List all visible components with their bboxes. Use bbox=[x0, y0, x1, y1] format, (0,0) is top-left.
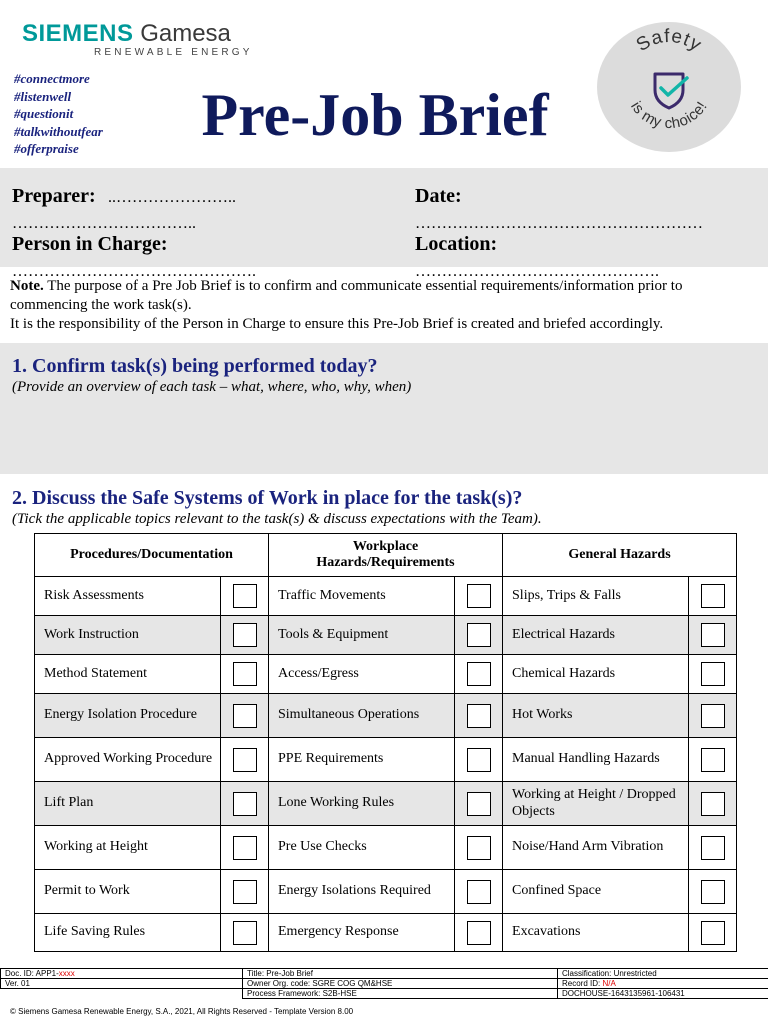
person-in-charge-field[interactable]: ………………………………………. bbox=[12, 264, 256, 280]
checklist-item: Method Statement bbox=[35, 655, 221, 694]
checkbox[interactable] bbox=[467, 792, 491, 816]
date-label: Date: bbox=[415, 185, 462, 207]
checkbox[interactable] bbox=[467, 880, 491, 904]
column-header-procedures: Procedures/Documentation bbox=[35, 534, 269, 577]
doc-framework: Process Framework: S2B-HSE bbox=[243, 989, 558, 999]
checkbox[interactable] bbox=[233, 748, 257, 772]
person-in-charge-label: Person in Charge: bbox=[12, 233, 168, 255]
logo-wordmark: SIEMENS Gamesa bbox=[22, 20, 231, 47]
hashtag: #offerpraise bbox=[14, 141, 79, 156]
checkbox[interactable] bbox=[701, 623, 725, 647]
checklist-item: Emergency Response bbox=[269, 914, 455, 952]
document-control-footer bbox=[0, 968, 768, 999]
date-field[interactable]: ……………………………………………… bbox=[415, 216, 703, 232]
checkbox[interactable] bbox=[467, 623, 491, 647]
checklist-item: Pre Use Checks bbox=[269, 826, 455, 870]
shield-check-icon bbox=[655, 74, 687, 108]
column-header-general: General Hazards bbox=[503, 534, 737, 577]
checkbox[interactable] bbox=[233, 623, 257, 647]
checklist-item: Working at Height / Dropped Objects bbox=[503, 782, 689, 826]
checklist-item: Permit to Work bbox=[35, 870, 221, 914]
checkbox[interactable] bbox=[701, 748, 725, 772]
checklist-item: Life Saving Rules bbox=[35, 914, 221, 952]
brief-info-section bbox=[0, 168, 768, 280]
company-logo bbox=[22, 20, 262, 58]
badge-word-choice: is my choice! bbox=[627, 98, 711, 133]
table-row bbox=[35, 782, 737, 826]
safe-systems-checklist bbox=[34, 533, 737, 952]
doc-dochouse-id: DOCHOUSE-1643135961-106431 bbox=[558, 989, 768, 999]
note-line-2: It is the responsibility of the Person in Charge to ensure this Pre-Job Brief is created and briefed accordingly. bbox=[10, 316, 664, 332]
footer-empty-cell bbox=[1, 989, 243, 999]
checklist-item: Working at Height bbox=[35, 826, 221, 870]
svg-text:is my choice! bbox=[627, 99, 711, 132]
checklist-item: PPE Requirements bbox=[269, 738, 455, 782]
checklist-item: Approved Working Procedure bbox=[35, 738, 221, 782]
checklist-item: Excavations bbox=[503, 914, 689, 952]
table-row bbox=[35, 738, 737, 782]
location-field[interactable]: ………………………………………. bbox=[415, 264, 659, 280]
checklist-item: Tools & Equipment bbox=[269, 616, 455, 655]
column-header-workplace: Workplace Hazards/Requirements bbox=[269, 534, 503, 577]
table-row bbox=[35, 914, 737, 952]
checkbox[interactable] bbox=[467, 584, 491, 608]
table-row bbox=[35, 870, 737, 914]
page-title: Pre-Job Brief bbox=[201, 82, 549, 148]
checkbox[interactable] bbox=[467, 748, 491, 772]
checkbox[interactable] bbox=[701, 584, 725, 608]
checklist-item: Lone Working Rules bbox=[269, 782, 455, 826]
svg-text:Safety bbox=[633, 26, 706, 56]
checkbox[interactable] bbox=[701, 704, 725, 728]
doc-record-id: Record ID: N/A bbox=[558, 979, 768, 989]
hashtag: #questionit bbox=[14, 106, 74, 121]
checklist-item: Risk Assessments bbox=[35, 577, 221, 616]
section2-subtitle: (Tick the applicable topics relevant to the task(s) & discuss expectations with the Team). bbox=[12, 511, 542, 527]
preparer-field-continued[interactable]: …………………………….. bbox=[12, 216, 196, 232]
section1-subtitle: (Provide an overview of each task – what, where, who, why, when) bbox=[12, 379, 412, 395]
safety-badge bbox=[597, 22, 741, 152]
checklist-item: Confined Space bbox=[503, 870, 689, 914]
checkbox[interactable] bbox=[701, 880, 725, 904]
doc-id: Doc. ID: APP1-xxxx bbox=[1, 969, 243, 979]
checklist-item: Noise/Hand Arm Vibration bbox=[503, 826, 689, 870]
checklist-item: Chemical Hazards bbox=[503, 655, 689, 694]
checkbox[interactable] bbox=[701, 662, 725, 686]
copyright-text: © Siemens Gamesa Renewable Energy, S.A., 2021, All Rights Reserved - Template Version 8.00 bbox=[10, 1007, 354, 1016]
section-confirm-tasks[interactable] bbox=[0, 343, 768, 474]
table-row bbox=[35, 826, 737, 870]
checkbox[interactable] bbox=[467, 921, 491, 945]
section2-title: 2. Discuss the Safe Systems of Work in place for the task(s)? bbox=[12, 487, 523, 509]
note-paragraph bbox=[10, 277, 762, 334]
checkbox[interactable] bbox=[233, 792, 257, 816]
checklist-item: Slips, Trips & Falls bbox=[503, 577, 689, 616]
note-line-1: The purpose of a Pre Job Brief is to confirm and communicate essential requirements/information prior to commencing the work task(s). bbox=[10, 278, 683, 313]
doc-title: Title: Pre-Job Brief bbox=[243, 969, 558, 979]
table-row bbox=[35, 577, 737, 616]
note-lead: Note. bbox=[10, 278, 44, 294]
checklist-item: Energy Isolations Required bbox=[269, 870, 455, 914]
checkbox[interactable] bbox=[233, 880, 257, 904]
checklist-item: Energy Isolation Procedure bbox=[35, 694, 221, 738]
hashtag: #talkwithoutfear bbox=[14, 123, 103, 139]
checkbox[interactable] bbox=[467, 836, 491, 860]
table-row bbox=[35, 655, 737, 694]
table-row bbox=[35, 616, 737, 655]
table-row bbox=[35, 694, 737, 738]
preparer-field[interactable]: ..………………….. bbox=[108, 190, 236, 206]
checkbox[interactable] bbox=[233, 662, 257, 686]
checkbox[interactable] bbox=[701, 921, 725, 945]
doc-version: Ver. 01 bbox=[1, 979, 243, 989]
preparer-label: Preparer: bbox=[12, 185, 96, 207]
checkbox[interactable] bbox=[467, 704, 491, 728]
checkbox[interactable] bbox=[701, 836, 725, 860]
hashtag: #listenwell bbox=[14, 88, 72, 104]
checklist-item: Work Instruction bbox=[35, 616, 221, 655]
checkbox[interactable] bbox=[233, 704, 257, 728]
checklist-item: Simultaneous Operations bbox=[269, 694, 455, 738]
checklist-item: Traffic Movements bbox=[269, 577, 455, 616]
hashtag-list bbox=[14, 70, 174, 158]
checkbox[interactable] bbox=[467, 662, 491, 686]
doc-owner: Owner Org. code: SGRE COG QM&HSE bbox=[243, 979, 558, 989]
checklist-item: Hot Works bbox=[503, 694, 689, 738]
checkbox[interactable] bbox=[701, 792, 725, 816]
section1-title: 1. Confirm task(s) being performed today? bbox=[12, 355, 378, 377]
badge-word-safety: Safety bbox=[632, 25, 706, 57]
checkbox[interactable] bbox=[233, 836, 257, 860]
checkbox[interactable] bbox=[233, 584, 257, 608]
checklist-item: Electrical Hazards bbox=[503, 616, 689, 655]
checklist-item: Access/Egress bbox=[269, 655, 455, 694]
checklist-item: Lift Plan bbox=[35, 782, 221, 826]
location-label: Location: bbox=[415, 233, 498, 255]
safety-badge-graphic bbox=[597, 22, 741, 152]
logo-tagline: RENEWABLE ENERGY bbox=[94, 47, 253, 58]
checkbox[interactable] bbox=[233, 921, 257, 945]
checklist-item: Manual Handling Hazards bbox=[503, 738, 689, 782]
doc-classification: Classification: Unrestricted bbox=[558, 969, 768, 979]
hashtag: #connectmore bbox=[14, 71, 90, 86]
